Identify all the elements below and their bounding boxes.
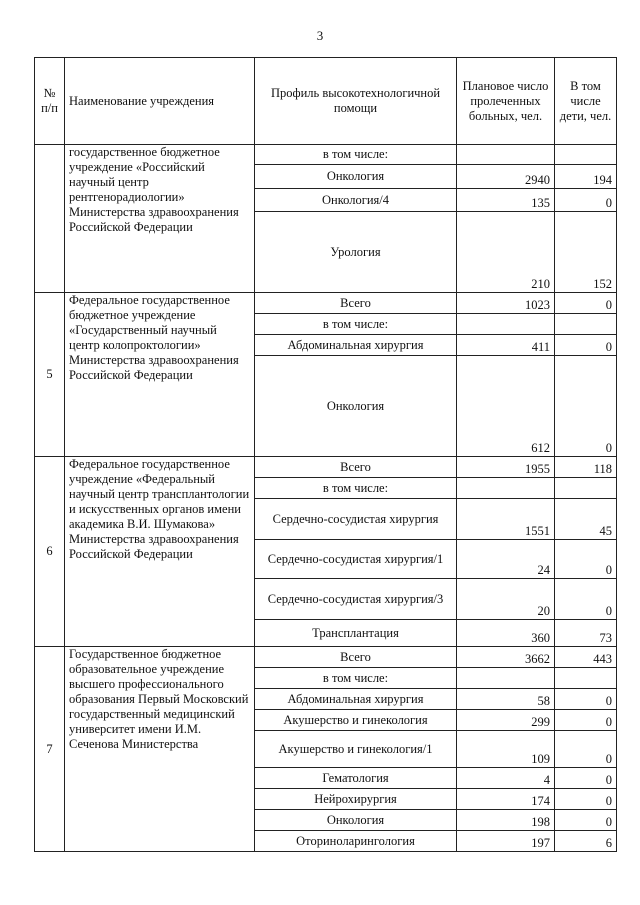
row-number <box>35 145 65 293</box>
profile-cell: Сердечно-сосудистая хирургия/1 <box>255 540 457 579</box>
header-num: № п/п <box>35 58 65 145</box>
row-number: 7 <box>35 647 65 852</box>
planned-count-cell: 3662 <box>457 647 555 668</box>
table-row <box>35 647 617 668</box>
planned-count-cell <box>457 145 555 165</box>
children-count-cell: 152 <box>555 212 617 293</box>
children-count-cell: 0 <box>555 189 617 212</box>
planned-count-cell: 197 <box>457 831 555 852</box>
profile-cell: в том числе: <box>255 668 457 689</box>
profile-cell: Абдоминальная хирургия <box>255 689 457 710</box>
planned-count-cell: 109 <box>457 731 555 768</box>
children-count-cell: 0 <box>555 731 617 768</box>
planned-count-cell: 1955 <box>457 457 555 478</box>
header-name: Наименование учреждения <box>65 58 255 145</box>
children-count-cell: 0 <box>555 689 617 710</box>
institutions-table <box>34 57 617 852</box>
table-row <box>35 457 617 478</box>
row-number: 6 <box>35 457 65 647</box>
planned-count-cell: 135 <box>457 189 555 212</box>
table-body <box>35 145 617 852</box>
institution-name: Государственное бюджетное образовательное учреждение высшего профессионального образования Первый Московский государственный медицинский университет имени И.М. Сеченова Министерства <box>65 647 255 852</box>
profile-cell: Сердечно-сосудистая хирургия/3 <box>255 579 457 620</box>
planned-count-cell: 58 <box>457 689 555 710</box>
children-count-cell: 0 <box>555 579 617 620</box>
children-count-cell: 45 <box>555 499 617 540</box>
profile-cell: Акушерство и гинекология/1 <box>255 731 457 768</box>
profile-cell: Нейрохирургия <box>255 789 457 810</box>
planned-count-cell: 210 <box>457 212 555 293</box>
profile-cell: Всего <box>255 647 457 668</box>
profile-cell: Оториноларингология <box>255 831 457 852</box>
planned-count-cell: 360 <box>457 620 555 647</box>
children-count-cell: 0 <box>555 768 617 789</box>
planned-count-cell: 1023 <box>457 293 555 314</box>
profile-cell: Урология <box>255 212 457 293</box>
profile-cell: Всего <box>255 293 457 314</box>
planned-count-cell: 1551 <box>457 499 555 540</box>
institution-name: Федеральное государственное учреждение «Федеральный научный центр трансплантологии и искусственных органов имени академика В.И. Шумакова» Министерства здравоохранения Российской Федерации <box>65 457 255 647</box>
profile-cell: Акушерство и гинекология <box>255 710 457 731</box>
planned-count-cell: 411 <box>457 335 555 356</box>
table-row <box>35 293 617 314</box>
children-count-cell <box>555 314 617 335</box>
children-count-cell: 0 <box>555 710 617 731</box>
children-count-cell: 194 <box>555 165 617 189</box>
profile-cell: Гематология <box>255 768 457 789</box>
children-count-cell: 0 <box>555 789 617 810</box>
planned-count-cell <box>457 478 555 499</box>
profile-cell: Всего <box>255 457 457 478</box>
row-number: 5 <box>35 293 65 457</box>
profile-cell: Онкология <box>255 356 457 457</box>
planned-count-cell: 24 <box>457 540 555 579</box>
children-count-cell: 0 <box>555 335 617 356</box>
planned-count-cell: 198 <box>457 810 555 831</box>
page-number: 3 <box>316 28 324 43</box>
institution-name: Федеральное государственное бюджетное учреждение «Государственный научный центр колопроктологии» Министерства здравоохранения Российской Федерации <box>65 293 255 457</box>
profile-cell: Трансплантация <box>255 620 457 647</box>
table-row <box>35 145 617 165</box>
children-count-cell: 0 <box>555 356 617 457</box>
planned-count-cell <box>457 668 555 689</box>
profile-cell: Онкология <box>255 810 457 831</box>
children-count-cell: 443 <box>555 647 617 668</box>
planned-count-cell: 20 <box>457 579 555 620</box>
profile-cell: в том числе: <box>255 478 457 499</box>
header-children: В том числе дети, чел. <box>555 58 617 145</box>
planned-count-cell: 174 <box>457 789 555 810</box>
children-count-cell: 118 <box>555 457 617 478</box>
planned-count-cell: 612 <box>457 356 555 457</box>
profile-cell: Абдоминальная хирургия <box>255 335 457 356</box>
children-count-cell: 73 <box>555 620 617 647</box>
children-count-cell: 6 <box>555 831 617 852</box>
children-count-cell: 0 <box>555 293 617 314</box>
profile-cell: в том числе: <box>255 314 457 335</box>
profile-cell: Онкология/4 <box>255 189 457 212</box>
children-count-cell <box>555 478 617 499</box>
table-header-row <box>35 58 617 145</box>
header-planned: Плановое число пролеченных больных, чел. <box>457 58 555 145</box>
institution-name: государственное бюджетное учреждение «Российский научный центр рентгенорадиологии» Министерства здравоохранения Российской Федерации <box>65 145 255 293</box>
planned-count-cell <box>457 314 555 335</box>
children-count-cell: 0 <box>555 810 617 831</box>
planned-count-cell: 2940 <box>457 165 555 189</box>
header-profile: Профиль высокотехнологичной помощи <box>255 58 457 145</box>
children-count-cell: 0 <box>555 540 617 579</box>
planned-count-cell: 4 <box>457 768 555 789</box>
profile-cell: в том числе: <box>255 145 457 165</box>
children-count-cell <box>555 145 617 165</box>
planned-count-cell: 299 <box>457 710 555 731</box>
profile-cell: Сердечно-сосудистая хирургия <box>255 499 457 540</box>
profile-cell: Онкология <box>255 165 457 189</box>
children-count-cell <box>555 668 617 689</box>
